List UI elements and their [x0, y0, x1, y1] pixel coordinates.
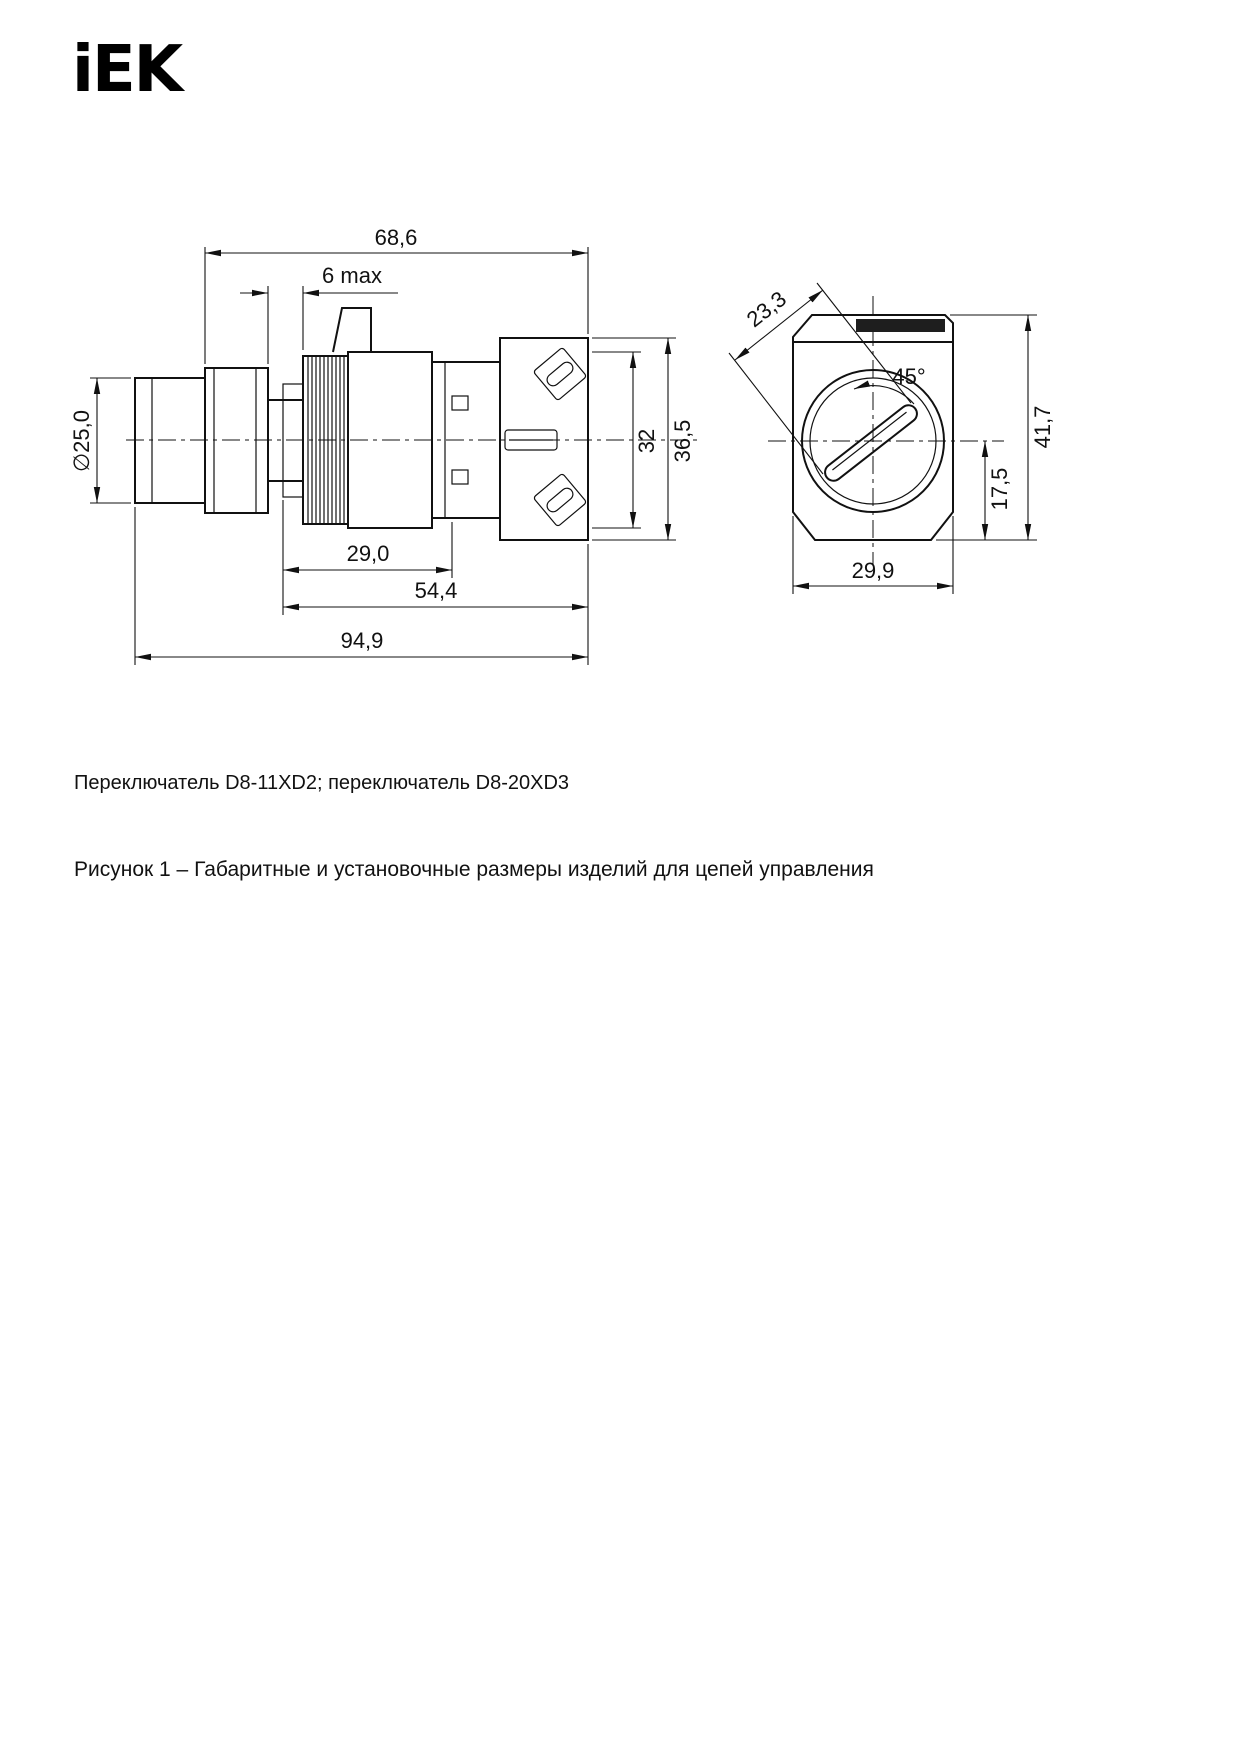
- dimension-drawing: [0, 0, 1244, 720]
- figure-caption: Рисунок 1 – Габаритные и установочные размеры изделий для цепей управления: [74, 858, 874, 881]
- side-view-drawing: [69, 225, 700, 665]
- dim-height-outer-label: 36,5: [670, 419, 695, 463]
- front-view-drawing: [729, 283, 1055, 594]
- dim-total-length-label: 94,9: [340, 628, 384, 653]
- anti-rotation-tab: [333, 308, 371, 352]
- dim-rotation-angle-label: 45°: [892, 364, 926, 389]
- dim-width-label: 29,9: [851, 558, 895, 583]
- product-designation: Переключатель D8-11XD2; переключатель D8-20XD3: [74, 772, 570, 794]
- terminal-screw-bottom: [533, 473, 587, 527]
- dim-height-label: 41,7: [1030, 405, 1055, 449]
- dim-handle-length-label: 23,3: [741, 286, 791, 333]
- dim-height-inner-label: 32: [634, 428, 659, 454]
- terminal-screw-top: [533, 347, 587, 401]
- dim-top-length-label: 68,6: [374, 225, 418, 250]
- dim-knob-diameter-label: ∅25,0: [69, 410, 94, 472]
- dim-body-length-label: 54,4: [414, 578, 458, 603]
- selector-handle-slot: [822, 402, 921, 484]
- dim-panel-max-label: 6 max: [322, 263, 382, 288]
- label-window: [856, 319, 945, 332]
- dim-front-length-label: 29,0: [346, 541, 390, 566]
- dim-center-to-bottom-label: 17,5: [987, 467, 1012, 511]
- latch-clip-top: [452, 396, 468, 410]
- iek-logo: iEK: [72, 33, 182, 107]
- latch-clip-bottom: [452, 470, 468, 484]
